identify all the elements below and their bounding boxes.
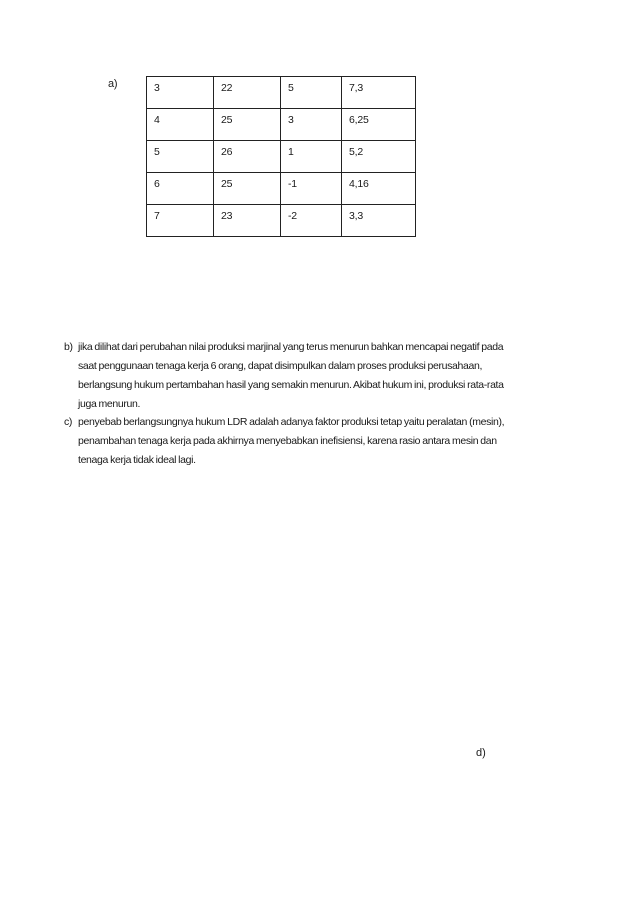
table-cell: 25 (214, 173, 281, 205)
section-c-line: penambahan tenaga kerja pada akhirnya menyebabkan inefisiensi, karena rasio antara mesin dan (78, 435, 497, 447)
table-cell: 7,3 (342, 77, 416, 109)
table-cell: 22 (214, 77, 281, 109)
table-row (147, 141, 416, 173)
table-cell: -2 (281, 205, 342, 237)
section-d-label: d) (476, 747, 486, 759)
section-b-label: b) (64, 341, 73, 353)
table-cell: 5 (147, 141, 214, 173)
section-a-label: a) (108, 78, 118, 90)
table-row (147, 77, 416, 109)
table-row (147, 205, 416, 237)
table-cell: 23 (214, 205, 281, 237)
section-c-line: penyebab berlangsungnya hukum LDR adalah adanya faktor produksi tetap yaitu peralatan (mesin), (78, 416, 505, 428)
table-cell: 3 (147, 77, 214, 109)
production-table (146, 76, 416, 237)
section-b-paragraph (64, 338, 574, 414)
table-cell: 3,3 (342, 205, 416, 237)
table-cell: 1 (281, 141, 342, 173)
section-b-line: berlangsung hukum pertambahan hasil yang semakin menurun. Akibat hukum ini, produksi rata-rata (78, 379, 504, 391)
section-c-line: tenaga kerja tidak ideal lagi. (78, 454, 196, 466)
table-cell: 4,16 (342, 173, 416, 205)
table-row (147, 173, 416, 205)
section-c-label: c) (64, 416, 73, 428)
table-cell: 26 (214, 141, 281, 173)
table-cell: 6 (147, 173, 214, 205)
section-c-paragraph (64, 413, 574, 470)
table-cell: 7 (147, 205, 214, 237)
table-cell: 5,2 (342, 141, 416, 173)
table-cell: 6,25 (342, 109, 416, 141)
table-cell: -1 (281, 173, 342, 205)
section-b-line: jika dilihat dari perubahan nilai produksi marjinal yang terus menurun bahkan mencapai negatif pada (78, 341, 504, 353)
table-cell: 4 (147, 109, 214, 141)
table-cell: 3 (281, 109, 342, 141)
section-b-line: juga menurun. (78, 398, 141, 410)
table-cell: 5 (281, 77, 342, 109)
table-cell: 25 (214, 109, 281, 141)
table-row (147, 109, 416, 141)
section-b-line: saat penggunaan tenaga kerja 6 orang, dapat disimpulkan dalam proses produksi perusahaan, (78, 360, 483, 372)
